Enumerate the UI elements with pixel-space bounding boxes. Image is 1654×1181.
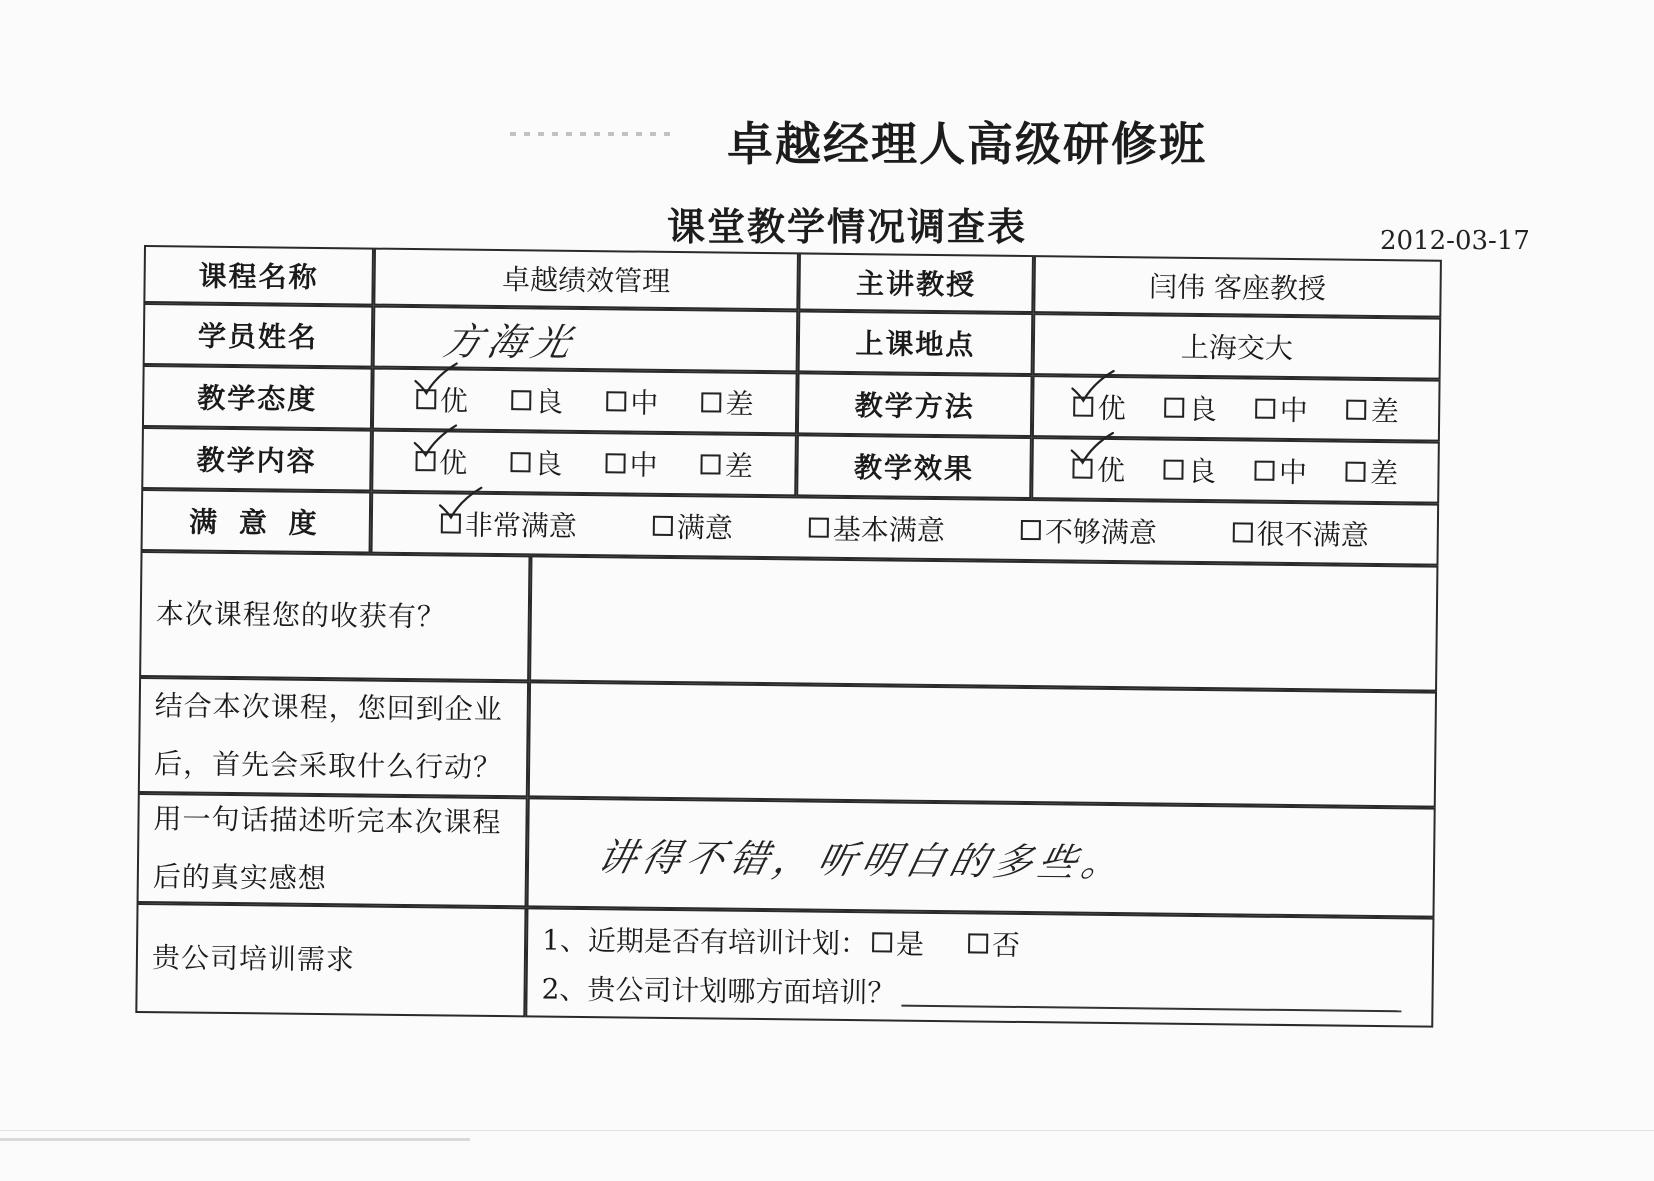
attitude-option-label: 良	[534, 385, 564, 419]
checkbox-icon[interactable]	[606, 391, 626, 411]
method-option-label: 差	[1370, 394, 1399, 429]
checkbox-icon[interactable]	[1347, 400, 1367, 420]
training-area-question	[541, 963, 1417, 1022]
scan-edge-shadow	[0, 1138, 470, 1141]
checkbox-icon[interactable]	[1255, 461, 1275, 481]
student-name-field	[373, 306, 799, 373]
scan-edge-line	[0, 1130, 1654, 1131]
checked-checkbox-icon[interactable]	[416, 389, 436, 409]
label-location: 上课地点	[798, 310, 1034, 375]
method-option-label: 良	[1188, 392, 1217, 427]
satisfaction-option[interactable]	[441, 503, 577, 545]
lecturer-value: 闫伟 客座教授	[1033, 255, 1442, 318]
label-method: 教学方法	[797, 372, 1033, 437]
training-plan-no-label: 否	[991, 928, 1021, 962]
satisfaction-option-label: 很不满意	[1256, 517, 1369, 552]
label-satisfaction: 满 意 度	[141, 489, 372, 554]
checkbox-icon[interactable]	[701, 454, 721, 474]
method-option[interactable]	[1346, 390, 1398, 431]
content-option[interactable]	[415, 441, 467, 482]
content-option-label: 中	[629, 448, 658, 482]
effect-option[interactable]	[1346, 452, 1398, 493]
answer-feeling-field[interactable]	[527, 797, 1436, 917]
attitude-option-label: 差	[725, 387, 754, 421]
training-plan-yes-label: 是	[895, 927, 925, 961]
question-gain	[139, 551, 530, 681]
form-date: 2012-03-17	[1380, 226, 1530, 256]
content-option[interactable]	[510, 442, 562, 483]
location-value: 上海交大	[1033, 313, 1442, 380]
course-name-value: 卓越绩效管理	[373, 248, 799, 311]
method-option[interactable]	[1164, 388, 1216, 429]
effect-option-label: 中	[1278, 455, 1308, 490]
effect-option-label: 良	[1187, 454, 1217, 489]
effect-option[interactable]	[1164, 450, 1216, 491]
effect-rating-group	[1031, 437, 1440, 504]
page-title: 卓越经理人高级研修班	[727, 117, 1207, 171]
satisfaction-option[interactable]	[809, 508, 945, 550]
checked-checkbox-icon[interactable]	[1074, 397, 1094, 417]
attitude-option[interactable]	[701, 382, 753, 423]
checkbox-icon[interactable]	[1164, 460, 1184, 480]
content-option-label: 良	[534, 447, 563, 481]
attitude-option[interactable]	[511, 380, 563, 421]
checkbox-icon[interactable]	[1233, 522, 1253, 542]
question-feeling	[137, 793, 528, 907]
content-option-label: 差	[724, 449, 754, 483]
label-student-name: 学员姓名	[143, 303, 374, 368]
effect-option-label: 差	[1369, 456, 1399, 491]
label-training-needs-text: 贵公司培训需求	[151, 941, 356, 977]
label-effect: 教学效果	[796, 434, 1032, 499]
method-option-label: 优	[1097, 391, 1126, 426]
satisfaction-option[interactable]	[653, 506, 733, 547]
satisfaction-option-label: 不够满意	[1044, 515, 1157, 550]
effect-option[interactable]	[1255, 451, 1307, 492]
attitude-option-label: 优	[439, 384, 469, 418]
checked-checkbox-icon[interactable]	[415, 451, 435, 471]
checkbox-icon[interactable]	[1346, 462, 1366, 482]
satisfaction-option-label: 非常满意	[464, 508, 578, 543]
checkbox-icon[interactable]	[510, 452, 530, 472]
survey-form	[136, 246, 1525, 1092]
satisfaction-option-label: 满意	[676, 511, 734, 545]
training-area-question-text: 2、贵公司计划哪方面培训？	[541, 972, 896, 1010]
checkbox-icon[interactable]	[511, 390, 531, 410]
label-lecturer: 主讲教授	[798, 252, 1034, 313]
attitude-option[interactable]	[606, 381, 658, 422]
method-option-label: 中	[1279, 393, 1308, 428]
checkbox-icon[interactable]	[606, 453, 626, 473]
label-content: 教学内容	[141, 427, 372, 492]
checked-checkbox-icon[interactable]	[441, 513, 461, 533]
training-plan-question-text: 1、近期是否有培训计划：	[541, 923, 869, 960]
checkbox-icon[interactable]	[1256, 399, 1276, 419]
question-gain-text: 本次课程您的收获有？	[155, 597, 447, 634]
training-area-input-line[interactable]	[901, 976, 1401, 1012]
checkbox-icon[interactable]	[702, 392, 722, 412]
student-name-signature: 方海光	[439, 318, 582, 365]
checkbox-icon[interactable]	[1021, 520, 1041, 540]
label-training-needs	[135, 903, 526, 1017]
training-needs-field	[525, 907, 1434, 1027]
page-subtitle: 课堂教学情况调查表	[666, 205, 1027, 249]
method-option[interactable]	[1255, 389, 1307, 430]
checkbox-icon[interactable]	[1165, 398, 1185, 418]
content-rating-group	[371, 430, 797, 497]
checkbox-icon[interactable]	[809, 518, 829, 538]
answer-gain-field[interactable]	[529, 555, 1438, 691]
answer-feeling-handwriting: 讲得不错，听明白的多些。	[593, 834, 1132, 885]
answer-action-field[interactable]	[528, 681, 1437, 807]
label-attitude: 教学态度	[142, 365, 373, 430]
question-feeling-line2: 后的真实感想	[152, 860, 328, 896]
content-option-label: 优	[438, 446, 468, 480]
training-plan-no-option[interactable]	[968, 923, 1020, 964]
question-action-line1: 结合本次课程，您回到企业	[154, 689, 503, 727]
effect-option-label: 优	[1096, 453, 1126, 488]
satisfaction-option-label: 基本满意	[832, 512, 946, 548]
training-plan-yes-option[interactable]	[872, 922, 924, 963]
checked-checkbox-icon[interactable]	[1073, 459, 1093, 479]
checkbox-icon[interactable]	[968, 933, 988, 953]
satisfaction-option[interactable]	[1233, 512, 1369, 554]
question-feeling-line1: 用一句话描述听完本次课程	[153, 802, 502, 840]
attitude-rating-group	[372, 368, 798, 435]
content-option[interactable]	[605, 443, 657, 484]
label-course-name: 课程名称	[143, 245, 374, 306]
attitude-option[interactable]	[416, 379, 468, 420]
question-action-line2: 后，首先会采取什么行动？	[153, 747, 503, 785]
effect-option[interactable]	[1073, 449, 1125, 490]
question-action	[138, 677, 529, 797]
method-option[interactable]	[1073, 387, 1125, 428]
content-option[interactable]	[701, 444, 753, 485]
method-rating-group	[1032, 375, 1441, 442]
satisfaction-option[interactable]	[1021, 510, 1157, 552]
attitude-option-label: 中	[630, 386, 659, 420]
checkbox-icon[interactable]	[872, 932, 892, 952]
checkbox-icon[interactable]	[653, 516, 673, 536]
